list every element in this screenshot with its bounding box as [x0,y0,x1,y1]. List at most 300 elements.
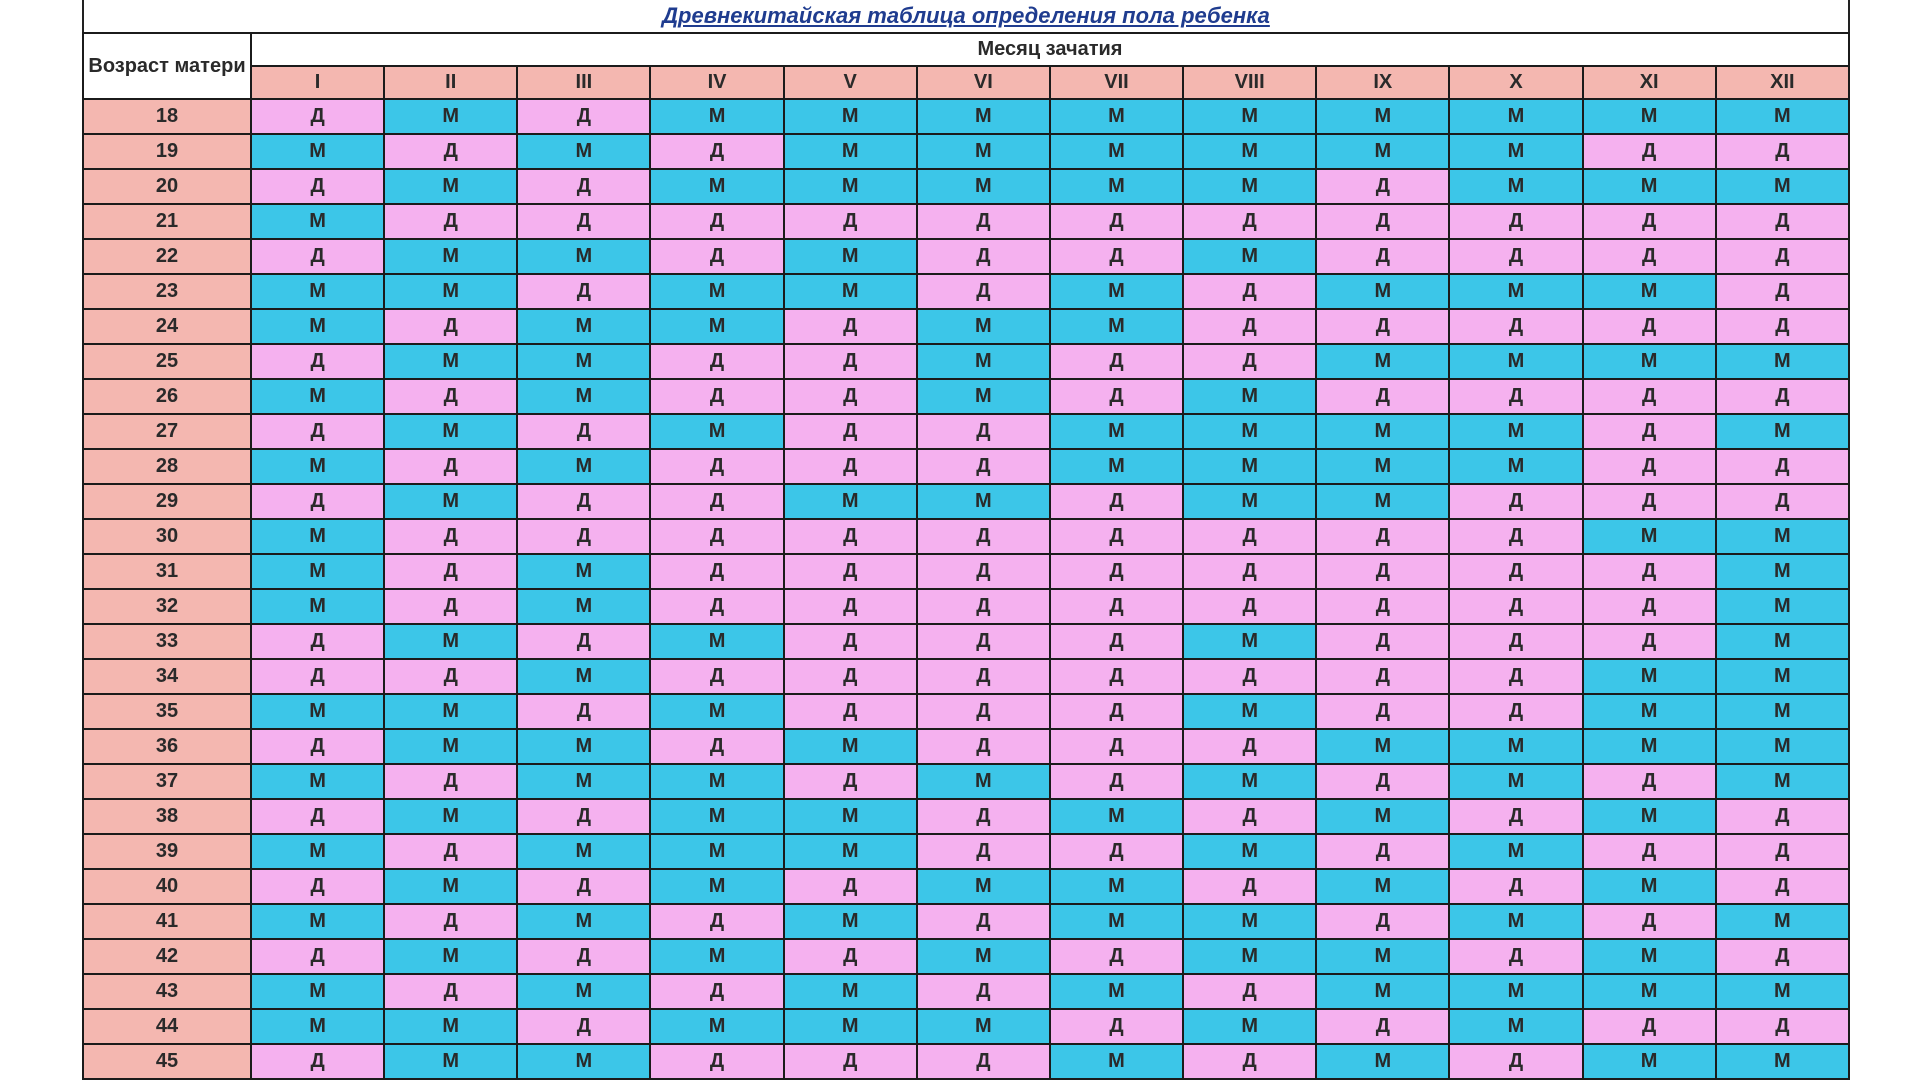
boy-cell: М [1449,274,1582,309]
girl-cell: Д [1050,239,1183,274]
boy-cell: М [1050,414,1183,449]
boy-cell: М [917,169,1050,204]
month-header-cell: X [1449,66,1582,99]
table-row [83,589,1849,624]
boy-cell: М [251,449,384,484]
age-cell: 37 [83,764,251,799]
girl-cell: Д [650,519,783,554]
boy-cell: М [517,729,650,764]
girl-cell: Д [517,694,650,729]
age-cell: 24 [83,309,251,344]
girl-cell: Д [517,624,650,659]
girl-cell: Д [1050,939,1183,974]
table-row [83,834,1849,869]
table-row [83,99,1849,134]
table-row [83,974,1849,1009]
age-cell: 28 [83,449,251,484]
girl-cell: Д [784,554,917,589]
girl-cell: Д [1583,624,1716,659]
girl-cell: Д [650,484,783,519]
age-cell: 29 [83,484,251,519]
boy-cell: М [1316,99,1449,134]
girl-cell: Д [1449,554,1582,589]
boy-cell: М [1316,939,1449,974]
table-row [83,659,1849,694]
girl-cell: Д [1716,484,1849,519]
girl-cell: Д [1316,834,1449,869]
boy-cell: М [784,729,917,764]
boy-cell: М [1183,1009,1316,1044]
boy-cell: М [1583,659,1716,694]
boy-cell: М [1449,169,1582,204]
girl-cell: Д [917,1044,1050,1079]
girl-cell: Д [1050,659,1183,694]
boy-cell: М [1183,99,1316,134]
chart-title: Древнекитайская таблица определения пола ребенка [82,0,1850,32]
girl-cell: Д [650,344,783,379]
table-row [83,309,1849,344]
girl-cell: Д [1716,1009,1849,1044]
girl-cell: Д [1050,379,1183,414]
boy-cell: М [384,1009,517,1044]
girl-cell: Д [1050,694,1183,729]
girl-cell: Д [251,239,384,274]
table-row [83,414,1849,449]
girl-cell: Д [650,974,783,1009]
girl-cell: Д [1449,239,1582,274]
boy-cell: М [650,414,783,449]
girl-cell: Д [650,589,783,624]
age-cell: 21 [83,204,251,239]
month-group-header: Месяц зачатия [251,33,1849,66]
age-cell: 43 [83,974,251,1009]
boy-cell: М [384,414,517,449]
girl-cell: Д [650,379,783,414]
boy-cell: М [1050,869,1183,904]
table-row [83,799,1849,834]
boy-cell: М [917,309,1050,344]
table-row [83,624,1849,659]
boy-cell: М [251,274,384,309]
gender-table [82,32,1850,1080]
month-header-cell: XII [1716,66,1849,99]
girl-cell: Д [784,309,917,344]
girl-cell: Д [1183,554,1316,589]
girl-cell: Д [1716,939,1849,974]
table-row [83,1009,1849,1044]
age-cell: 20 [83,169,251,204]
boy-cell: М [251,379,384,414]
boy-cell: М [1183,904,1316,939]
table-row [83,904,1849,939]
boy-cell: М [650,274,783,309]
boy-cell: М [784,134,917,169]
girl-cell: Д [384,134,517,169]
girl-cell: Д [1316,624,1449,659]
age-cell: 27 [83,414,251,449]
table-row [83,239,1849,274]
girl-cell: Д [251,729,384,764]
boy-cell: М [917,1009,1050,1044]
girl-cell: Д [917,414,1050,449]
girl-cell: Д [251,344,384,379]
girl-cell: Д [917,729,1050,764]
boy-cell: М [1316,274,1449,309]
girl-cell: Д [384,204,517,239]
girl-cell: Д [384,974,517,1009]
boy-cell: М [1716,169,1849,204]
boy-cell: М [384,99,517,134]
boy-cell: М [1050,799,1183,834]
boy-cell: М [1583,729,1716,764]
boy-cell: М [384,694,517,729]
girl-cell: Д [1050,834,1183,869]
boy-cell: М [251,764,384,799]
girl-cell: Д [517,939,650,974]
boy-cell: М [251,694,384,729]
girl-cell: Д [1716,204,1849,239]
girl-cell: Д [1050,764,1183,799]
girl-cell: Д [784,694,917,729]
boy-cell: М [517,904,650,939]
boy-cell: М [251,134,384,169]
table-row [83,729,1849,764]
boy-cell: М [784,904,917,939]
girl-cell: Д [1583,134,1716,169]
boy-cell: М [1716,344,1849,379]
girl-cell: Д [384,519,517,554]
girl-cell: Д [1316,764,1449,799]
girl-cell: Д [784,939,917,974]
boy-cell: М [1183,834,1316,869]
girl-cell: Д [517,169,650,204]
girl-cell: Д [1583,764,1716,799]
girl-cell: Д [1716,239,1849,274]
girl-cell: Д [1050,1009,1183,1044]
age-cell: 25 [83,344,251,379]
age-cell: 45 [83,1044,251,1079]
girl-cell: Д [917,519,1050,554]
boy-cell: М [1449,904,1582,939]
boy-cell: М [1050,309,1183,344]
month-header-cell: III [517,66,650,99]
girl-cell: Д [917,239,1050,274]
age-cell: 19 [83,134,251,169]
boy-cell: М [650,169,783,204]
boy-cell: М [251,904,384,939]
boy-cell: М [1716,764,1849,799]
boy-cell: М [384,869,517,904]
boy-cell: М [1316,1044,1449,1079]
girl-cell: Д [784,344,917,379]
girl-cell: Д [1583,554,1716,589]
table-row [83,869,1849,904]
boy-cell: М [1449,344,1582,379]
boy-cell: М [650,799,783,834]
girl-cell: Д [1183,589,1316,624]
girl-cell: Д [251,484,384,519]
table-row [83,274,1849,309]
girl-cell: Д [1716,309,1849,344]
girl-cell: Д [1716,834,1849,869]
girl-cell: Д [1716,799,1849,834]
boy-cell: М [1183,134,1316,169]
boy-cell: М [384,729,517,764]
month-header-cell: I [251,66,384,99]
girl-cell: Д [1050,484,1183,519]
girl-cell: Д [1050,589,1183,624]
boy-cell: М [917,379,1050,414]
girl-cell: Д [1716,869,1849,904]
boy-cell: М [784,974,917,1009]
boy-cell: М [1449,834,1582,869]
girl-cell: Д [1183,344,1316,379]
girl-cell: Д [1316,1009,1449,1044]
boy-cell: М [1716,414,1849,449]
girl-cell: Д [784,589,917,624]
boy-cell: М [384,1044,517,1079]
boy-cell: М [1050,449,1183,484]
girl-cell: Д [384,589,517,624]
boy-cell: М [517,1044,650,1079]
boy-cell: М [784,834,917,869]
girl-cell: Д [784,519,917,554]
boy-cell: М [1183,694,1316,729]
age-cell: 26 [83,379,251,414]
month-header-cell: VII [1050,66,1183,99]
girl-cell: Д [917,554,1050,589]
boy-cell: М [517,309,650,344]
table-row [83,554,1849,589]
boy-cell: М [650,694,783,729]
boy-cell: М [1449,99,1582,134]
boy-cell: М [1583,99,1716,134]
boy-cell: М [1316,799,1449,834]
girl-cell: Д [917,204,1050,239]
boy-cell: М [1449,414,1582,449]
month-header-cell: XI [1583,66,1716,99]
boy-cell: М [1583,344,1716,379]
girl-cell: Д [1050,344,1183,379]
girl-cell: Д [1449,624,1582,659]
boy-cell: М [917,939,1050,974]
age-cell: 39 [83,834,251,869]
boy-cell: М [251,974,384,1009]
girl-cell: Д [1316,694,1449,729]
table-body [83,99,1849,1079]
boy-cell: М [1183,624,1316,659]
boy-cell: М [1716,904,1849,939]
month-header-cell: II [384,66,517,99]
boy-cell: М [1316,869,1449,904]
girl-cell: Д [1583,1009,1716,1044]
table-row [83,379,1849,414]
girl-cell: Д [784,624,917,659]
age-cell: 23 [83,274,251,309]
age-cell: 31 [83,554,251,589]
boy-cell: М [1316,974,1449,1009]
boy-cell: М [1316,414,1449,449]
boy-cell: М [1583,939,1716,974]
girl-cell: Д [917,974,1050,1009]
boy-cell: М [650,939,783,974]
girl-cell: Д [1183,729,1316,764]
girl-cell: Д [1183,204,1316,239]
boy-cell: М [517,764,650,799]
girl-cell: Д [1050,729,1183,764]
boy-cell: М [1716,554,1849,589]
boy-cell: М [384,624,517,659]
boy-cell: М [1583,274,1716,309]
girl-cell: Д [384,379,517,414]
boy-cell: М [650,764,783,799]
boy-cell: М [1449,449,1582,484]
boy-cell: М [1583,869,1716,904]
boy-cell: М [784,1009,917,1044]
age-cell: 40 [83,869,251,904]
age-column-header: Возраст матери [83,33,251,99]
boy-cell: М [1716,519,1849,554]
boy-cell: М [1183,449,1316,484]
boy-cell: М [1583,519,1716,554]
girl-cell: Д [1316,379,1449,414]
boy-cell: М [384,799,517,834]
girl-cell: Д [784,414,917,449]
girl-cell: Д [1449,519,1582,554]
girl-cell: Д [1183,799,1316,834]
girl-cell: Д [1316,904,1449,939]
boy-cell: М [384,274,517,309]
girl-cell: Д [517,204,650,239]
girl-cell: Д [917,274,1050,309]
girl-cell: Д [1183,869,1316,904]
boy-cell: М [517,834,650,869]
girl-cell: Д [784,204,917,239]
girl-cell: Д [1449,799,1582,834]
table-row [83,939,1849,974]
girl-cell: Д [1316,519,1449,554]
boy-cell: М [1050,274,1183,309]
boy-cell: М [1716,589,1849,624]
boy-cell: М [517,554,650,589]
girl-cell: Д [917,624,1050,659]
girl-cell: Д [517,519,650,554]
boy-cell: М [251,834,384,869]
boy-cell: М [1716,1044,1849,1079]
boy-cell: М [251,589,384,624]
boy-cell: М [784,239,917,274]
boy-cell: М [1183,414,1316,449]
girl-cell: Д [251,624,384,659]
girl-cell: Д [1449,379,1582,414]
boy-cell: М [1583,694,1716,729]
girl-cell: Д [517,869,650,904]
boy-cell: М [1050,974,1183,1009]
girl-cell: Д [1183,659,1316,694]
girl-cell: Д [517,799,650,834]
boy-cell: М [517,379,650,414]
girl-cell: Д [917,799,1050,834]
girl-cell: Д [650,204,783,239]
age-cell: 44 [83,1009,251,1044]
boy-cell: М [1316,449,1449,484]
boy-cell: М [1050,1044,1183,1079]
boy-cell: М [1716,974,1849,1009]
boy-cell: М [917,869,1050,904]
girl-cell: Д [384,554,517,589]
boy-cell: М [384,169,517,204]
month-header-cell: IV [650,66,783,99]
girl-cell: Д [1716,449,1849,484]
girl-cell: Д [517,1009,650,1044]
month-header-cell: IX [1316,66,1449,99]
boy-cell: М [1183,484,1316,519]
girl-cell: Д [1583,239,1716,274]
girl-cell: Д [1583,414,1716,449]
boy-cell: М [1050,904,1183,939]
girl-cell: Д [650,554,783,589]
boy-cell: М [1716,624,1849,659]
age-cell: 32 [83,589,251,624]
boy-cell: М [1316,484,1449,519]
girl-cell: Д [1449,869,1582,904]
girl-cell: Д [1316,204,1449,239]
boy-cell: М [251,519,384,554]
girl-cell: Д [517,274,650,309]
girl-cell: Д [1316,169,1449,204]
girl-cell: Д [1583,449,1716,484]
girl-cell: Д [1449,309,1582,344]
girl-cell: Д [1449,659,1582,694]
age-cell: 33 [83,624,251,659]
boy-cell: М [1716,99,1849,134]
age-cell: 35 [83,694,251,729]
girl-cell: Д [1183,519,1316,554]
girl-cell: Д [251,799,384,834]
boy-cell: М [1183,169,1316,204]
boy-cell: М [650,869,783,904]
boy-cell: М [384,939,517,974]
boy-cell: М [1449,974,1582,1009]
age-cell: 36 [83,729,251,764]
boy-cell: М [650,1009,783,1044]
girl-cell: Д [917,904,1050,939]
girl-cell: Д [784,449,917,484]
girl-cell: Д [1050,204,1183,239]
boy-cell: М [1183,239,1316,274]
boy-cell: М [1583,974,1716,1009]
girl-cell: Д [384,659,517,694]
table-row [83,694,1849,729]
month-header-cell: V [784,66,917,99]
girl-cell: Д [1583,904,1716,939]
table-row [83,1044,1849,1079]
girl-cell: Д [1583,834,1716,869]
boy-cell: М [1183,379,1316,414]
girl-cell: Д [384,309,517,344]
girl-cell: Д [251,99,384,134]
girl-cell: Д [650,1044,783,1079]
girl-cell: Д [251,1044,384,1079]
age-cell: 41 [83,904,251,939]
age-cell: 18 [83,99,251,134]
table-row [83,764,1849,799]
boy-cell: М [384,344,517,379]
boy-cell: М [384,484,517,519]
girl-cell: Д [917,694,1050,729]
boy-cell: М [517,449,650,484]
girl-cell: Д [384,764,517,799]
